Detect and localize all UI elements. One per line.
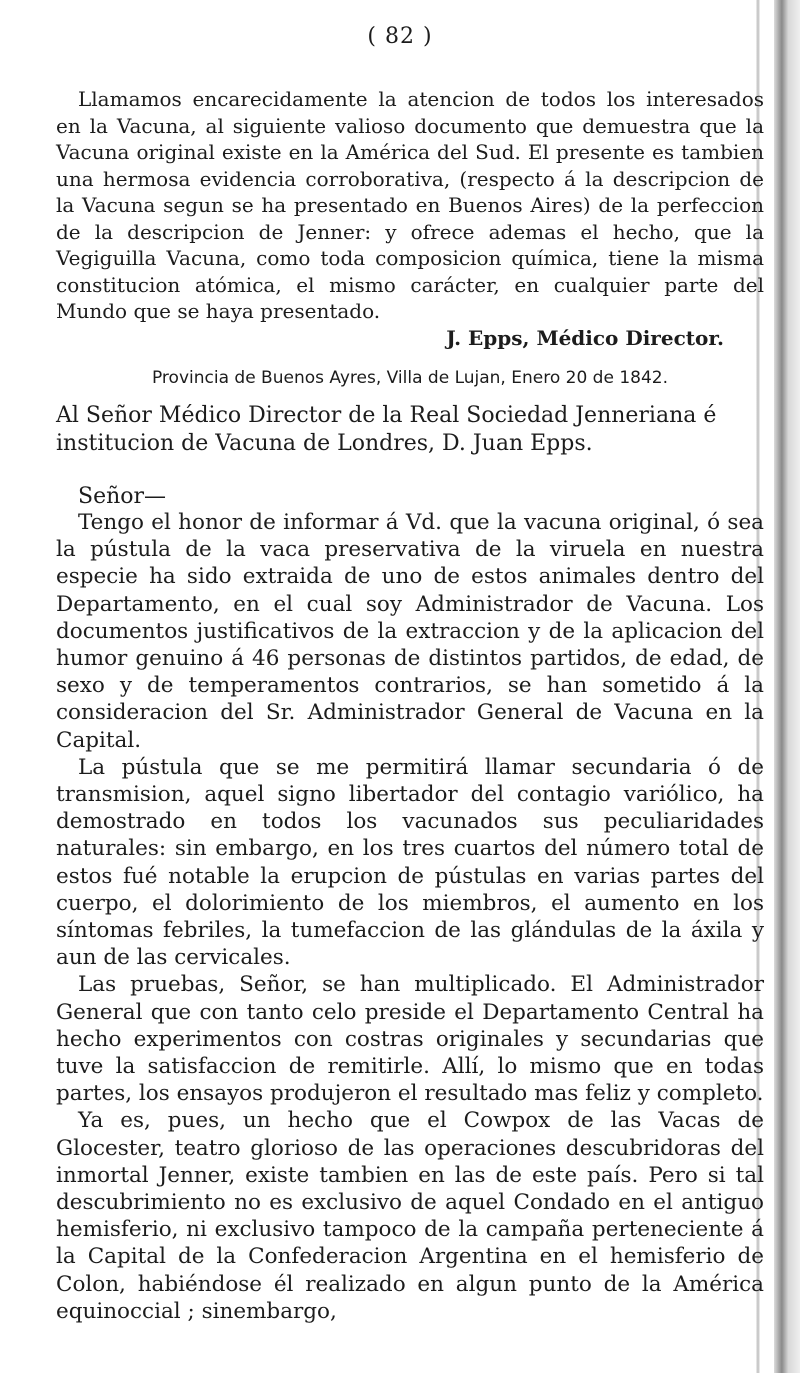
body-paragraph: La pústula que se me permitirá llamar secundaria ó de transmision, aquel signo libertador del contagio variólico, ha demostrado en todos los vacunados sus peculiaridades naturales: sin embargo, en los tres cuartos del número total de estos fué notable la erupcion de pústulas en varias partes del cuerpo, el dolorimiento de los miembros, el aumento en los síntomas febriles, la tumefaccion de las glándulas de la áxila y aun de las cervicales. <box>56 754 764 971</box>
intro-paragraph: Llamamos encarecidamente la atencion de todos los interesados en la Vacuna, al siguiente valioso documento que demuestra que la Vacuna original existe en la América del Sud. El presente es tambien una hermosa evidencia corroborativa, (respecto á la descripcion de la Vacuna segun se ha presentado en Buenos Aires) de la perfeccion de la descripcion de Jenner: y ofrece ademas el hecho, que la Vegiguilla Vacuna, como toda composicion química, tiene la misma constitucion atómica, el mismo carácter, en cualquier parte del Mundo que se haya presentado. <box>56 87 764 323</box>
signature: J. Epps, Médico Director. <box>446 325 724 350</box>
binding-shadow <box>774 0 800 1373</box>
page-number: ( 82 ) <box>367 24 433 49</box>
body-paragraph: Tengo el honor de informar á Vd. que la vacuna original, ó sea la pústula de la vaca preservativa de la viruela en nuestra especie ha sido extraida de uno de estos animales dentro del Departamento, en el cual soy Administrador de Vacuna. Los documentos justificativos de la extraccion y de la aplicacion del humor genuino á 46 personas de distintos partidos, de edad, de sexo y de temperamentos contrarios, se han sometido á la consideracion del Sr. Administrador General de Vacuna en la Capital. <box>56 510 764 753</box>
letter-section <box>56 368 764 1325</box>
salutation: Señor— <box>78 484 167 509</box>
recipient-address: Al Señor Médico Director de la Real Sociedad Jenneriana é institucion de Vacuna de Londres, D. Juan Epps. <box>56 403 717 456</box>
intro-section <box>56 86 764 351</box>
dateline: Provincia de Buenos Ayres, Villa de Lujan, Enero 20 de 1842. <box>151 368 668 388</box>
body-paragraph: Las pruebas, Señor, se han multiplicado. El Administrador General que con tanto celo preside el Departamento Central ha hecho experimentos con costras originales y secundarias que tuve la satisfaccion de remitirle. Allí, lo mismo que en todas partes, los ensayos produjeron el resultado mas feliz y completo. <box>56 972 764 1107</box>
body-paragraph: Ya es, pues, un hecho que el Cowpox de las Vacas de Glocester, teatro glorioso de las operaciones descubridoras del inmortal Jenner, existe tambien en las de este país. Pero si tal descubrimiento no es exclusivo de aquel Condado en el antiguo hemisferio, ni exclusivo tampoco de la campaña perteneciente á la Capital de la Confederacion Argentina en el hemisferio de Colon, habiéndose él realizado en algun punto de la América equinoccial ; sinembargo, <box>56 1108 764 1324</box>
